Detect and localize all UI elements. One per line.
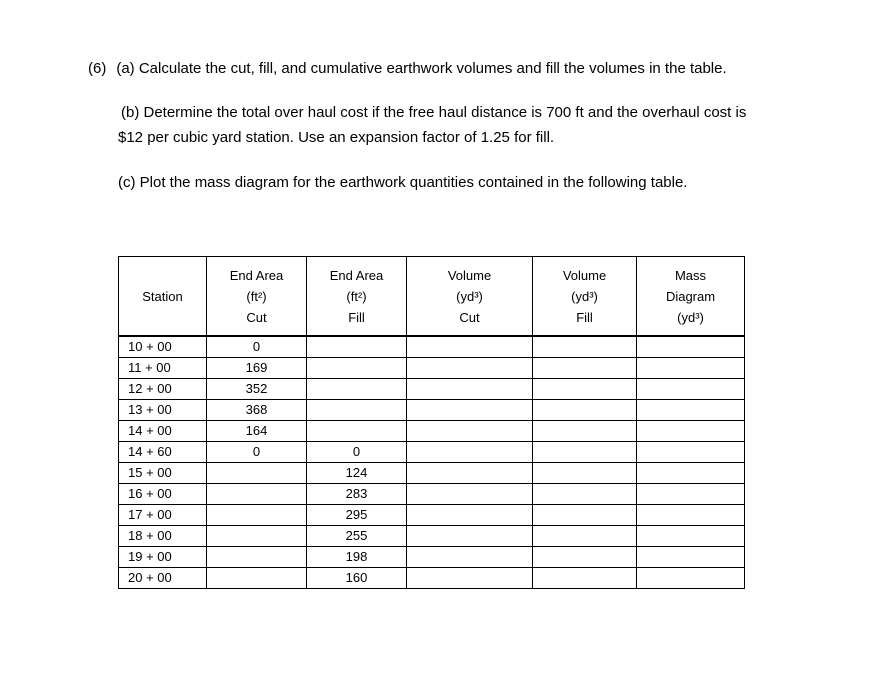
volume-cut-cell <box>407 568 533 589</box>
table-row <box>119 484 745 505</box>
table-row <box>119 358 745 379</box>
end-area-cut-cell <box>207 526 307 547</box>
mass-diagram-cell <box>637 526 745 547</box>
end-area-cut-cell: 164 <box>207 421 307 442</box>
volume-cut-cell <box>407 442 533 463</box>
mass-diagram-cell <box>637 336 745 358</box>
mass-diagram-cell <box>637 421 745 442</box>
station-cell: 12 + 00 <box>119 379 207 400</box>
station-cell: 14 + 00 <box>119 421 207 442</box>
question-part-a-line <box>88 60 727 78</box>
volume-fill-cell <box>533 421 637 442</box>
column-header-text: (ft²) <box>346 288 367 304</box>
column-header-mass-diagram <box>637 257 745 337</box>
station-cell: 19 + 00 <box>119 547 207 568</box>
column-header-text: (yd³) <box>571 288 598 304</box>
column-header-text: Diagram <box>665 288 716 304</box>
column-header-text: Station <box>142 288 183 304</box>
column-header-text: Volume <box>447 267 492 283</box>
column-header-text: (yd³) <box>456 288 483 304</box>
volume-cut-cell <box>407 484 533 505</box>
end-area-cut-cell <box>207 547 307 568</box>
volume-cut-cell <box>407 421 533 442</box>
mass-diagram-cell <box>637 442 745 463</box>
end-area-fill-cell <box>307 358 407 379</box>
end-area-cut-cell <box>207 484 307 505</box>
volume-cut-cell <box>407 379 533 400</box>
end-area-fill-cell <box>307 421 407 442</box>
end-area-cut-cell: 368 <box>207 400 307 421</box>
volume-cut-cell <box>407 463 533 484</box>
column-header-text: (yd³) <box>677 309 704 325</box>
table-row <box>119 336 745 358</box>
table-row <box>119 526 745 547</box>
column-header-text: Fill <box>576 309 593 325</box>
volume-fill-cell <box>533 568 637 589</box>
end-area-fill-cell: 295 <box>307 505 407 526</box>
table-body <box>119 336 745 589</box>
end-area-cut-cell <box>207 505 307 526</box>
column-header-text: Cut <box>246 309 267 325</box>
volume-fill-cell <box>533 358 637 379</box>
end-area-fill-cell: 124 <box>307 463 407 484</box>
end-area-cut-cell: 0 <box>207 336 307 358</box>
station-cell: 11 + 00 <box>119 358 207 379</box>
table-header-row <box>119 257 745 337</box>
volume-fill-cell <box>533 400 637 421</box>
question-part-b-line2: $12 per cubic yard station. Use an expansion factor of 1.25 for fill. <box>118 129 555 146</box>
question-number: (6) <box>88 60 107 77</box>
end-area-cut-cell: 352 <box>207 379 307 400</box>
mass-diagram-cell <box>637 379 745 400</box>
mass-diagram-cell <box>637 568 745 589</box>
column-header-end-area-fill <box>307 257 407 337</box>
volume-fill-cell <box>533 442 637 463</box>
question-part-a: (a) Calculate the cut, fill, and cumulative earthwork volumes and fill the volumes in the table. <box>116 60 727 77</box>
table-row <box>119 568 745 589</box>
station-cell: 17 + 00 <box>119 505 207 526</box>
volume-fill-cell <box>533 526 637 547</box>
end-area-fill-cell <box>307 379 407 400</box>
mass-diagram-cell <box>637 547 745 568</box>
mass-diagram-cell <box>637 505 745 526</box>
end-area-fill-cell <box>307 400 407 421</box>
end-area-fill-cell: 0 <box>307 442 407 463</box>
column-header-end-area-cut <box>207 257 307 337</box>
volume-fill-cell <box>533 463 637 484</box>
mass-diagram-cell <box>637 358 745 379</box>
station-cell: 13 + 00 <box>119 400 207 421</box>
station-cell: 16 + 00 <box>119 484 207 505</box>
end-area-cut-cell <box>207 568 307 589</box>
volume-fill-cell <box>533 547 637 568</box>
table-row <box>119 442 745 463</box>
end-area-fill-cell: 160 <box>307 568 407 589</box>
volume-cut-cell <box>407 547 533 568</box>
end-area-fill-cell: 283 <box>307 484 407 505</box>
station-cell: 18 + 00 <box>119 526 207 547</box>
table-row <box>119 547 745 568</box>
end-area-cut-cell <box>207 463 307 484</box>
volume-fill-cell <box>533 505 637 526</box>
station-cell: 15 + 00 <box>119 463 207 484</box>
column-header-text: Volume <box>562 267 607 283</box>
volume-fill-cell <box>533 336 637 358</box>
station-cell: 10 + 00 <box>119 336 207 358</box>
volume-cut-cell <box>407 336 533 358</box>
column-header-text: End Area <box>329 267 384 283</box>
volume-fill-cell <box>533 379 637 400</box>
volume-fill-cell <box>533 484 637 505</box>
earthwork-table <box>118 256 745 589</box>
column-header-volume-cut <box>407 257 533 337</box>
volume-cut-cell <box>407 358 533 379</box>
mass-diagram-cell <box>637 400 745 421</box>
table-row <box>119 400 745 421</box>
question-part-c: (c) Plot the mass diagram for the earthwork quantities contained in the following table. <box>118 174 688 191</box>
table-row <box>119 421 745 442</box>
mass-diagram-cell <box>637 484 745 505</box>
column-header-text: Cut <box>459 309 480 325</box>
table-row <box>119 463 745 484</box>
volume-cut-cell <box>407 526 533 547</box>
end-area-cut-cell: 0 <box>207 442 307 463</box>
column-header-text: End Area <box>229 267 284 283</box>
table-row <box>119 379 745 400</box>
end-area-fill-cell <box>307 336 407 358</box>
mass-diagram-cell <box>637 463 745 484</box>
column-header-text: Fill <box>348 309 365 325</box>
question-part-b-line1: (b) Determine the total over haul cost if the free haul distance is 700 ft and the overhaul cost is <box>121 104 747 121</box>
station-cell: 14 + 60 <box>119 442 207 463</box>
column-header-station <box>119 257 207 337</box>
end-area-fill-cell: 198 <box>307 547 407 568</box>
station-cell: 20 + 00 <box>119 568 207 589</box>
column-header-text: (ft²) <box>246 288 267 304</box>
table-row <box>119 505 745 526</box>
column-header-text: Mass <box>674 267 707 283</box>
end-area-cut-cell: 169 <box>207 358 307 379</box>
volume-cut-cell <box>407 400 533 421</box>
column-header-volume-fill <box>533 257 637 337</box>
end-area-fill-cell: 255 <box>307 526 407 547</box>
volume-cut-cell <box>407 505 533 526</box>
